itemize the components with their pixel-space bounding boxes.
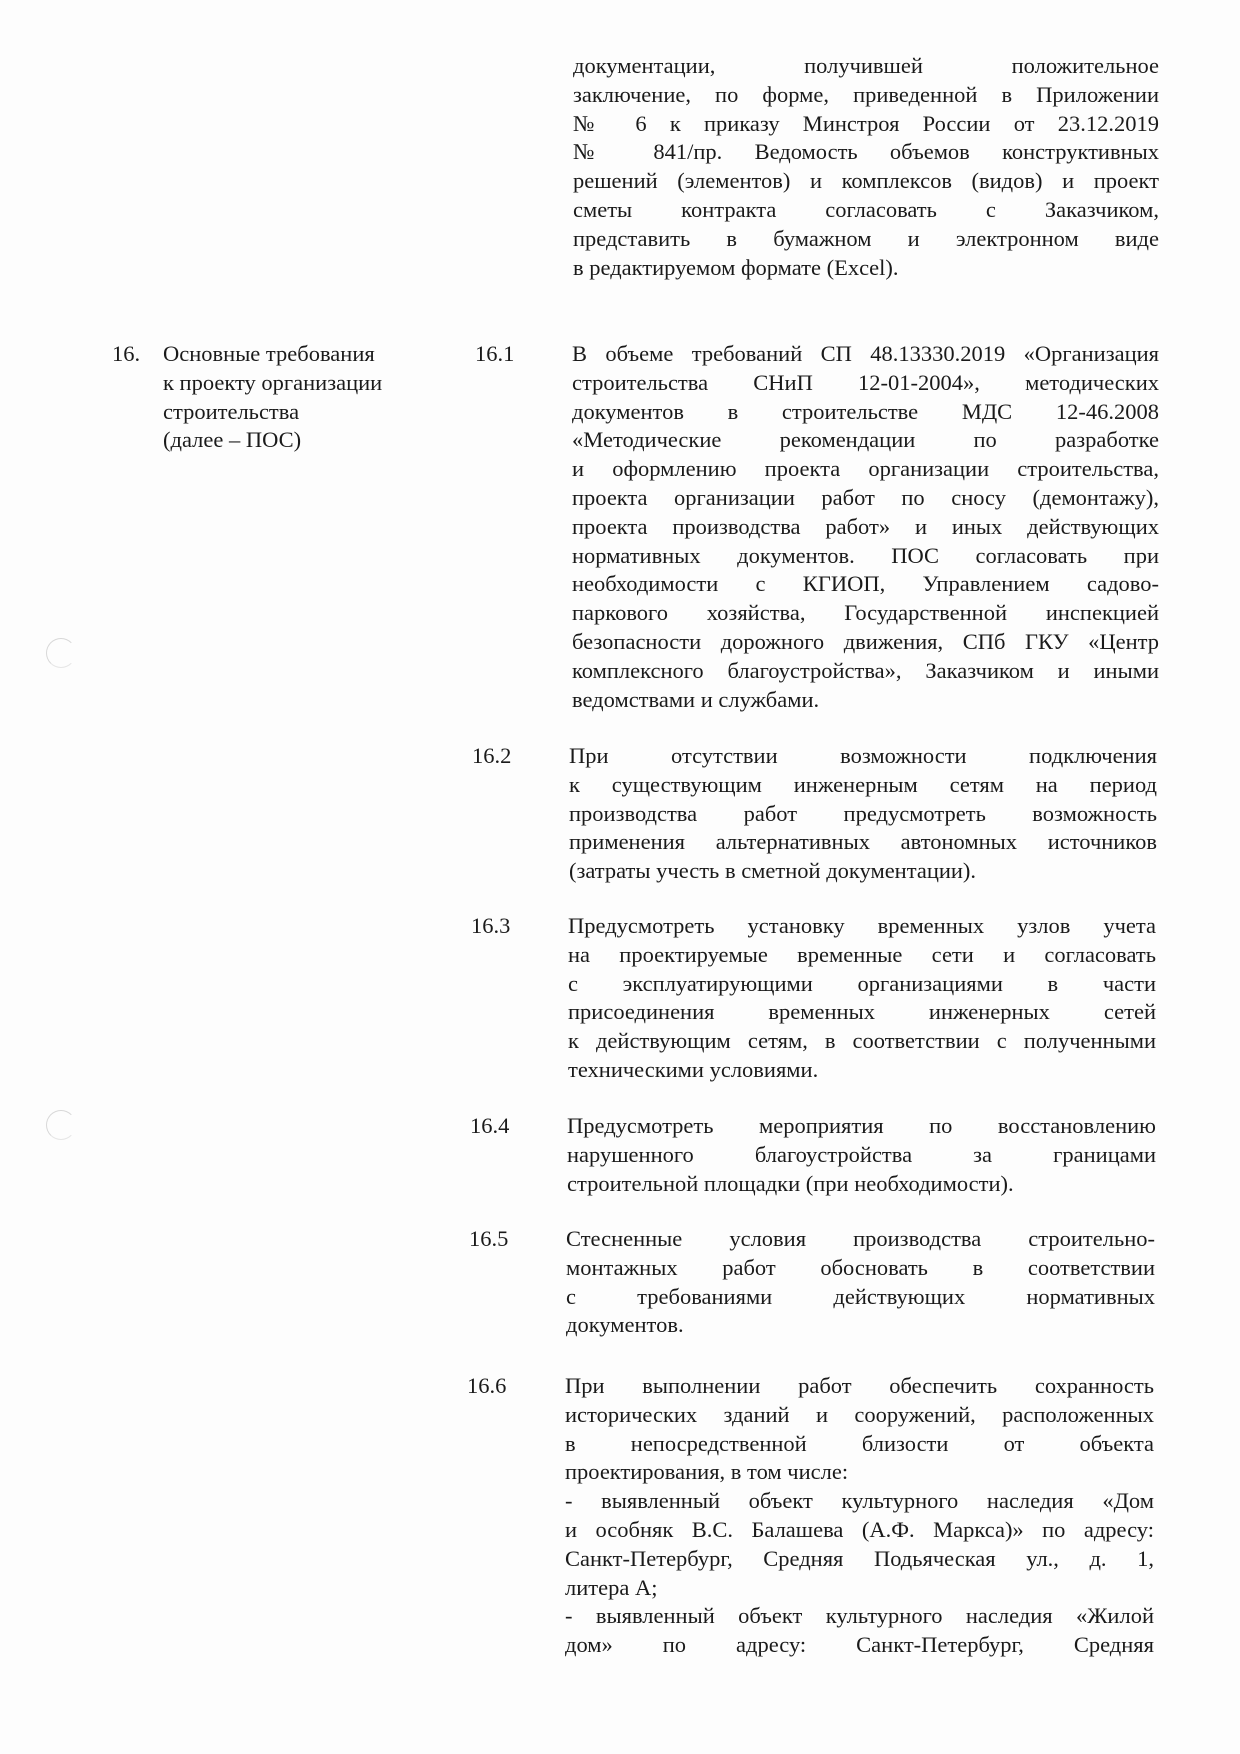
section-number: 16. xyxy=(112,341,141,366)
text-line: производства работ предусмотреть возможность xyxy=(569,800,1157,826)
text-line: - выявленный объект культурного наследия «Жилой xyxy=(565,1603,1154,1629)
text-line: комплексного благоустройства», Заказчиком и иными xyxy=(572,657,1159,683)
continuation-paragraph xyxy=(573,52,1159,282)
text-line: Предусмотреть мероприятия по восстановлению xyxy=(567,1113,1156,1138)
text-line: дом» по адресу: Санкт-Петербург, Средняя xyxy=(565,1632,1154,1658)
section-title xyxy=(163,340,423,455)
item-number: 16.5 xyxy=(469,1226,509,1251)
text-line: присоединения временных инженерных сетей xyxy=(568,999,1156,1025)
text-line: безопасности дорожного движения, СПб ГКУ «Центр xyxy=(572,628,1159,654)
punch-hole-mark xyxy=(46,638,76,668)
text-line: ведомствами и службами. xyxy=(572,686,820,712)
item-text xyxy=(569,742,1157,886)
text-line: применения альтернативных автономных источников xyxy=(569,829,1157,855)
text-line: монтажных работ обосновать в соответствии xyxy=(566,1254,1155,1280)
text-line: представить в бумажном и электронном виде xyxy=(573,225,1159,251)
text-line: Предусмотреть установку временных узлов учета xyxy=(568,913,1156,938)
section-title-line: к проекту организации xyxy=(163,369,383,395)
item-text xyxy=(566,1225,1155,1340)
text-line: При отсутствии возможности подключения xyxy=(569,743,1157,768)
item-number: 16.1 xyxy=(475,341,515,366)
text-line: строительной площадки (при необходимости). xyxy=(567,1170,1014,1196)
section-title-line: строительства xyxy=(163,398,300,424)
text-line: проектирования, в том числе: xyxy=(565,1459,849,1485)
text-line: проекта организации работ по сносу (демонтажу), xyxy=(572,484,1159,510)
text-line: паркового хозяйства, Государственной инспекцией xyxy=(572,600,1159,626)
text-line: «Методические рекомендации по разработке xyxy=(572,427,1159,453)
item-text xyxy=(567,1112,1156,1198)
text-line: № 6 к приказу Минстроя России от 23.12.2019 xyxy=(573,110,1159,136)
section-title-line: Основные требования xyxy=(163,341,375,366)
text-line: нарушенного благоустройства за границами xyxy=(567,1141,1156,1167)
text-line: В объеме требований СП 48.13330.2019 «Организация xyxy=(572,341,1159,366)
item-number: 16.3 xyxy=(471,913,511,938)
item-number: 16.4 xyxy=(470,1113,510,1138)
text-line: в непосредственной близости от объекта xyxy=(565,1430,1154,1456)
text-line: документов в строительстве МДС 12-46.2008 xyxy=(572,398,1159,424)
text-line: в редактируемом формате (Excel). xyxy=(573,254,899,280)
text-line: исторических зданий и сооружений, расположенных xyxy=(565,1401,1154,1427)
text-line: заключение, по форме, приведенной в Приложении xyxy=(573,81,1159,107)
text-line: необходимости с КГИОП, Управлением садово- xyxy=(572,571,1159,597)
text-line: на проектируемые временные сети и согласовать xyxy=(568,941,1156,967)
text-line: к существующим инженерным сетям на период xyxy=(569,771,1157,797)
item-text xyxy=(565,1372,1154,1660)
item-text xyxy=(568,912,1156,1085)
text-line: с требованиями действующих нормативных xyxy=(566,1283,1155,1309)
text-line: Стесненные условия производства строительно- xyxy=(566,1226,1155,1251)
text-line: и особняк В.С. Балашева (А.Ф. Маркса)» по адресу: xyxy=(565,1516,1154,1542)
text-line: № 841/пр. Ведомость объемов конструктивных xyxy=(573,139,1159,165)
punch-hole-mark xyxy=(46,1110,76,1140)
text-line: с эксплуатирующими организациями в части xyxy=(568,970,1156,996)
section-title-line: (далее – ПОС) xyxy=(163,427,302,453)
text-line: к действующим сетям, в соответствии с полученными xyxy=(568,1028,1156,1054)
text-line: сметы контракта согласовать с Заказчиком, xyxy=(573,196,1159,222)
text-line: строительства СНиП 12-01-2004», методических xyxy=(572,369,1159,395)
item-text xyxy=(572,340,1159,714)
text-line: решений (элементов) и комплексов (видов) и проект xyxy=(573,168,1159,194)
text-line: (затраты учесть в сметной документации). xyxy=(569,858,977,884)
text-line: документов. xyxy=(566,1312,684,1338)
text-line: документации, получившей положительное xyxy=(573,53,1159,78)
text-line: При выполнении работ обеспечить сохранность xyxy=(565,1373,1154,1398)
text-line: техническими условиями. xyxy=(568,1056,819,1082)
text-line: Санкт-Петербург, Средняя Подьяческая ул., д. 1, xyxy=(565,1545,1154,1571)
text-line: проекта производства работ» и иных действующих xyxy=(572,513,1159,539)
text-line: нормативных документов. ПОС согласовать при xyxy=(572,542,1159,568)
text-line: - выявленный объект культурного наследия «Дом xyxy=(565,1488,1154,1514)
item-number: 16.6 xyxy=(467,1373,507,1398)
text-line: литера А; xyxy=(565,1574,658,1600)
text-line: и оформлению проекта организации строительства, xyxy=(572,456,1159,482)
item-number: 16.2 xyxy=(472,743,512,768)
